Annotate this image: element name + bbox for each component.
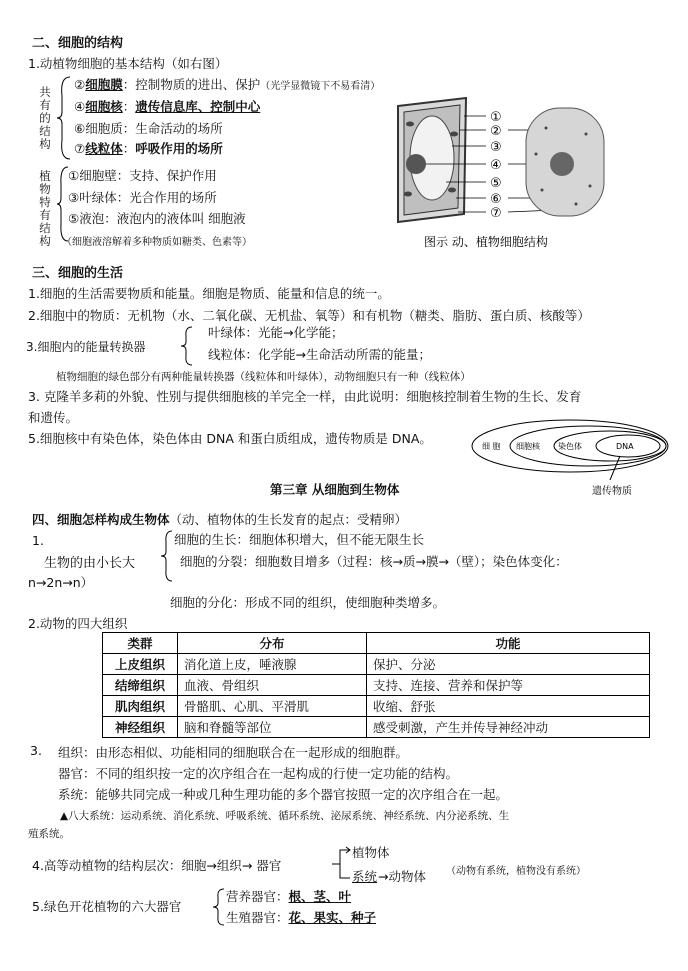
table-cell: 消化道上皮，唾液腺: [178, 654, 367, 675]
growth-number: 1.: [32, 533, 44, 548]
energy-brace: [180, 326, 194, 366]
table-cell: 血液、骨组织: [178, 675, 367, 696]
chloroplast-energy: 叶绿体：光能→化学能；: [208, 325, 344, 340]
animal-body: →动物体: [378, 869, 426, 884]
oval-label-cell: 细 胞: [482, 442, 501, 451]
nested-oval-diagram: [470, 418, 670, 500]
table-header: 功能: [367, 633, 650, 654]
section-title-organism: 四、细胞怎样构成生物体（动、植物体的生长发育的起点：受精卵）: [32, 512, 408, 527]
section-title-cell-structure: 二、细胞的结构: [32, 36, 124, 51]
figure-caption: 图示 动、植物细胞结构: [424, 235, 548, 249]
plant-specific-label: 植物特有结构: [39, 169, 51, 248]
table-cell: 肌肉组织: [103, 696, 178, 717]
common-item-cytoplasm: ⑥细胞质：生命活动的场所: [74, 121, 223, 136]
eight-systems: ▲八大系统：运动系统、消化系统、呼吸系统、循环系统、泌尿系统、神经系统、内分泌系统、生: [60, 810, 510, 822]
table-cell: 上皮组织: [103, 654, 178, 675]
cell-sap-note: （细胞液溶解着多种物质如糖类、色素等）: [62, 237, 252, 248]
table-row: [103, 675, 650, 696]
growth-brace: [160, 530, 174, 582]
section-title-cell-life: 三、细胞的生活: [32, 266, 124, 281]
tissue-definition: 组织：由形态相似、功能相同的细胞联合在一起形成的细胞群。: [58, 745, 409, 760]
figure-label: ⑤: [490, 176, 502, 191]
energy-converter-label: 3.细胞内的能量转换器: [26, 340, 146, 354]
table-header: 类群: [103, 633, 178, 654]
organs-brace: [212, 888, 226, 926]
figure-label: ④: [490, 158, 502, 173]
organ-definition: 器官：不同的组织按一定的次序组合在一起构成的行使一定功能的结构。: [58, 766, 459, 781]
cell-structure-figure: [386, 94, 612, 258]
table-row: [103, 696, 650, 717]
reproductive-organs: 生殖器官：花、果实、种子: [226, 910, 377, 925]
animal-cell: [526, 108, 604, 216]
system-definition: 系统：能够共同完成一种或几种生理功能的多个器官按照一定的次序组合在一起。: [58, 787, 509, 802]
chromosome-line: 5.细胞核中有染色体，染色体由 DNA 和蛋白质组成，遗传物质是 DNA。: [28, 431, 432, 446]
vegetative-organs: 营养器官：根、茎、叶: [226, 889, 352, 904]
oval-label-chromosome: 染色体: [558, 442, 582, 451]
table-cell: 脑和脊髓等部位: [178, 717, 367, 738]
cell-growth: 细胞的生长：细胞体积增大，但不能无限生长: [174, 532, 425, 547]
table-row: [103, 717, 650, 738]
figure-label: ③: [490, 140, 502, 155]
system-label: 系统: [352, 869, 378, 884]
cell-division-cont: n→2n→n）: [28, 575, 94, 590]
plant-cell: [398, 98, 466, 222]
table-header-row: [103, 633, 650, 654]
table-cell: 骨骼肌、心肌、平滑肌: [178, 696, 367, 717]
mitochondria-energy: 线粒体：化学能→生命活动所需的能量；: [208, 347, 431, 362]
plant-item-chloroplast: ③叶绿体：光合作用的场所: [68, 190, 217, 205]
structure-levels-label: 4.高等动植物的结构层次：细胞→组织→ 器官: [32, 858, 282, 873]
system-note: （动物有系统，植物没有系统）: [446, 866, 586, 877]
cell-division: 细胞的分裂：细胞数目增多（过程：核→质→膜→（壁）；染色体变化：: [180, 554, 568, 569]
oval-label-nucleus: 细胞核: [516, 442, 540, 451]
eight-systems-cont: 殖系统。: [28, 828, 70, 840]
common-structures-label: 共有的结构: [39, 85, 51, 151]
figure-label: ①: [490, 110, 502, 125]
chapter-title: 第三章 从细胞到生物体: [270, 482, 400, 497]
six-organs-label: 5.绿色开花植物的六大器官: [32, 899, 182, 914]
plant-item-wall: ①细胞壁：支持、保护作用: [68, 168, 217, 183]
genetic-material-caption: 遗传物质: [592, 486, 632, 497]
definitions-number: 3.: [30, 743, 42, 758]
dolly-line: 3. 克隆羊多莉的外貌、性别与提供细胞核的羊完全一样，由此说明：细胞核控制着生物的生长、发育: [28, 389, 582, 404]
table-cell: 保护、分泌: [367, 654, 650, 675]
levels-fork: [330, 846, 352, 882]
figure-number-labels: [490, 110, 502, 221]
plant-body: 植物体: [352, 845, 390, 860]
table-row: [103, 654, 650, 675]
figure-label: ⑦: [490, 206, 502, 221]
table-cell: 感受刺激，产生并传导神经冲动: [367, 717, 650, 738]
animal-tissues-title: 2.动物的四大组织: [28, 616, 128, 631]
cell-substances-line: 2.细胞中的物质：无机物（水、二氧化碳、无机盐、氧等）和有机物（糖类、脂肪、蛋白质、核酸等）: [28, 308, 590, 323]
dolly-line-cont: 和遗传。: [28, 410, 79, 425]
figure-label: ②: [490, 124, 502, 139]
table-cell: 收缩、舒张: [367, 696, 650, 717]
table-cell: 神经组织: [103, 717, 178, 738]
common-brace: [56, 76, 72, 160]
table-cell: 结缔组织: [103, 675, 178, 696]
table-cell: 支持、连接、营养和保护等: [367, 675, 650, 696]
plant-item-vacuole: ⑤液泡：液泡内的液体叫 细胞液: [68, 211, 246, 226]
common-item-nucleus: ④细胞核：遗传信息库、控制中心: [74, 99, 261, 114]
tissue-table: [102, 632, 650, 738]
oval-label-dna: DNA: [616, 442, 634, 451]
cell-life-line1: 1.细胞的生活需要物质和能量。细胞是物质、能量和信息的统一。: [28, 286, 390, 301]
growth-label: 生物的由小长大: [44, 556, 136, 571]
common-item-membrane: ②细胞膜：控制物质的进出、保护（光学显微镜下不易看清）: [74, 77, 381, 92]
basic-structure-line: 1.动植物细胞的基本结构（如右图）: [28, 56, 228, 71]
figure-label: ⑥: [490, 192, 502, 207]
energy-converter-note: 植物细胞的绿色部分有两种能量转换器（线粒体和叶绿体），动物细胞只有一种（线粒体）: [56, 371, 471, 383]
cell-differentiation: 细胞的分化：形成不同的组织，使细胞种类增多。: [170, 595, 446, 610]
table-header: 分布: [178, 633, 367, 654]
common-item-mitochondria: ⑦线粒体：呼吸作用的场所: [74, 141, 223, 156]
